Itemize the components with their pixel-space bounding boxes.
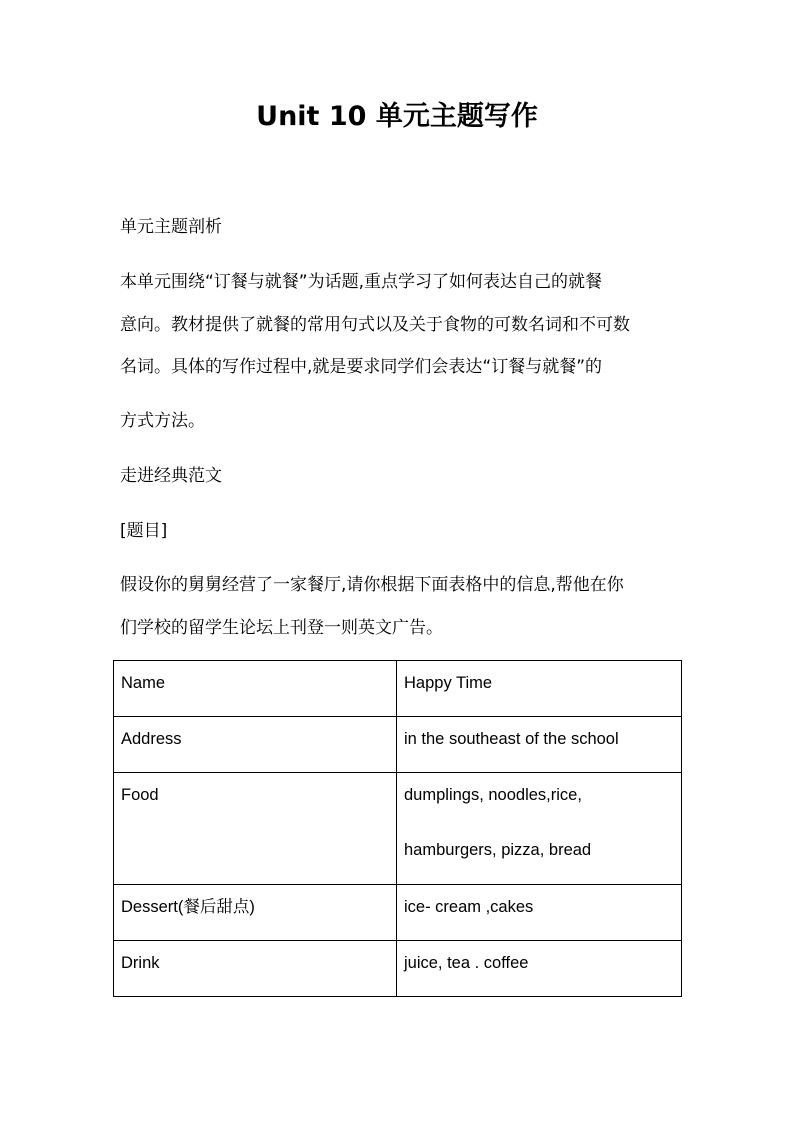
section-heading-example: 走进经典范文 (120, 466, 222, 486)
table-cell-label: Dessert(餐后甜点) (114, 885, 397, 941)
table-cell-value: in the southeast of the school (397, 717, 682, 773)
table-cell-label: Address (114, 717, 397, 773)
intro-line-2: 意向。教材提供了就餐的常用句式以及关于食物的可数名词和不可数 (120, 315, 630, 335)
table-row (114, 941, 682, 997)
intro-line-4: 方式方法。 (120, 411, 205, 431)
food-value-line-2: hamburgers, pizza, bread (404, 841, 592, 859)
food-value-line-1: dumplings, noodles,rice, (404, 786, 582, 804)
table-row (114, 717, 682, 773)
table-row (114, 885, 682, 941)
table-cell-label: Food (114, 773, 397, 885)
prompt-line-1: 假设你的舅舅经营了一家餐厅,请你根据下面表格中的信息,帮他在你 (120, 575, 624, 595)
document-title: Unit 10 单元主题写作 (256, 101, 538, 132)
intro-line-3: 名词。具体的写作过程中,就是要求同学们会表达“订餐与就餐”的 (120, 357, 603, 377)
intro-line-1: 本单元围绕“订餐与就餐”为话题,重点学习了如何表达自己的就餐 (120, 272, 603, 292)
prompt-line-2: 们学校的留学生论坛上刊登一则英文广告。 (120, 618, 443, 638)
table-cell-value (397, 773, 682, 885)
table-cell-label: Drink (114, 941, 397, 997)
table-row (114, 661, 682, 717)
table-cell-value: Happy Time (397, 661, 682, 717)
section-heading-analysis: 单元主题剖析 (120, 217, 222, 237)
restaurant-info-table (113, 660, 682, 997)
table-cell-label: Name (114, 661, 397, 717)
table-cell-value: juice, tea . coffee (397, 941, 682, 997)
topic-label: [题目] (120, 521, 168, 541)
table-row (114, 773, 682, 885)
table-cell-value: ice- cream ,cakes (397, 885, 682, 941)
